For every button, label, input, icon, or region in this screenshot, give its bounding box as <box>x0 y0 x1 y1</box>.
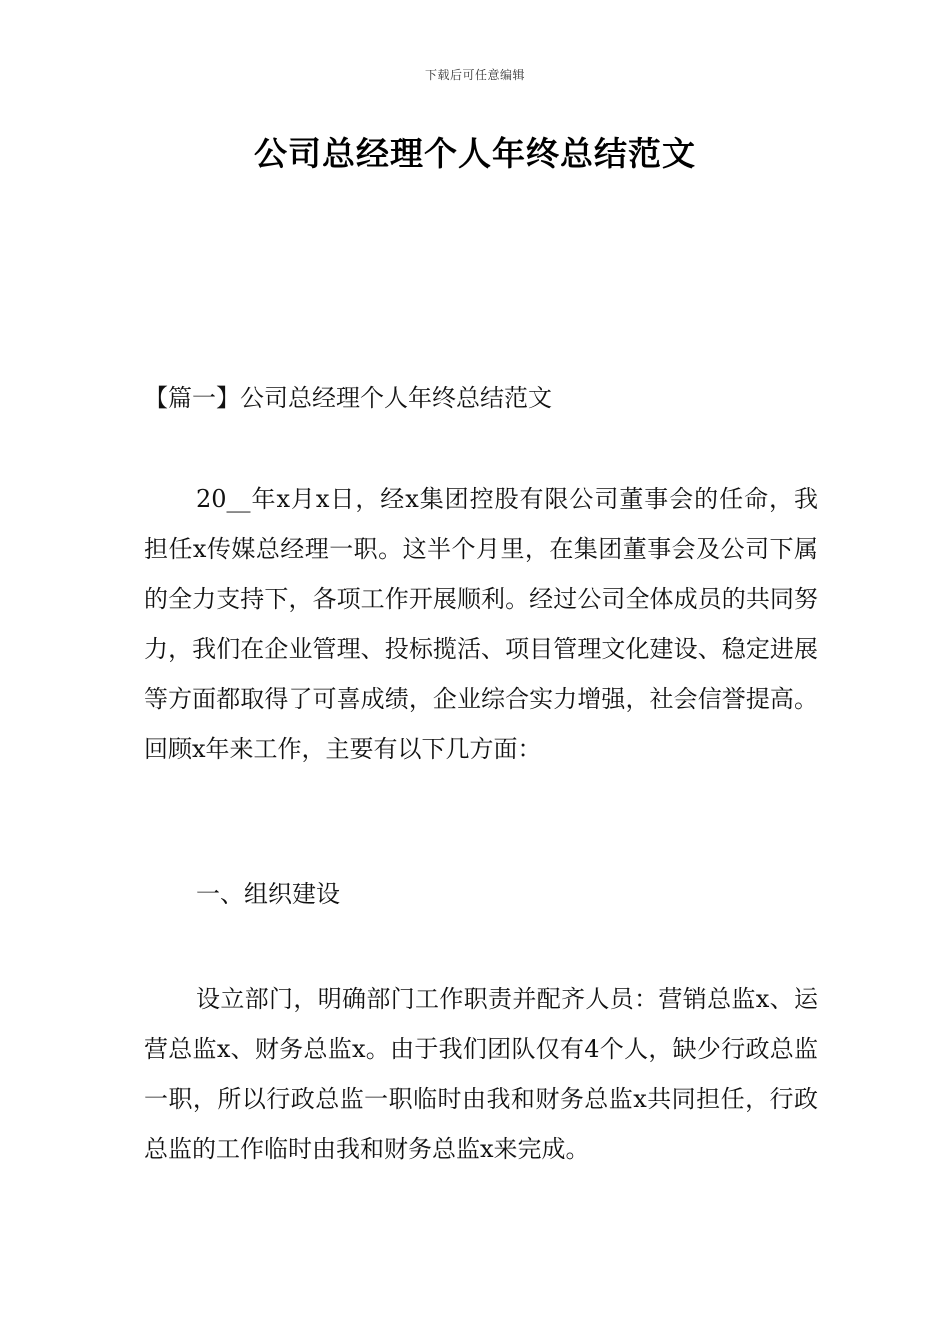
paragraph-intro: 20__年x月x日，经x集团控股有限公司董事会的任命，我担任x传媒总经理一职。这半个月里，在集团董事会及公司下属的全力支持下，各项工作开展顺利。经过公司全体成员的共同努力，我们在企业管理、投标揽活、项目管理文化建设、稳定进展等方面都取得了可喜成绩，企业综合实力增强，社会信誉提高。回顾x年来工作，主要有以下几方面： <box>144 485 818 763</box>
header-note: 下载后可任意编辑 <box>424 68 525 82</box>
section-heading: 【篇一】公司总经理个人年终总结范文 <box>144 384 552 412</box>
paragraph-organization: 设立部门，明确部门工作职责并配齐人员：营销总监x、运营总监x、财务总监x。由于我们团队仅有4个人，缺少行政总监一职，所以行政总监一职临时由我和财务总监x共同担任，行政总监的工作临时由我和财务总监x来完成。 <box>144 985 818 1163</box>
document-title: 公司总经理个人年终总结范文 <box>254 134 696 173</box>
sub-heading-organization: 一、组织建设 <box>196 880 340 908</box>
